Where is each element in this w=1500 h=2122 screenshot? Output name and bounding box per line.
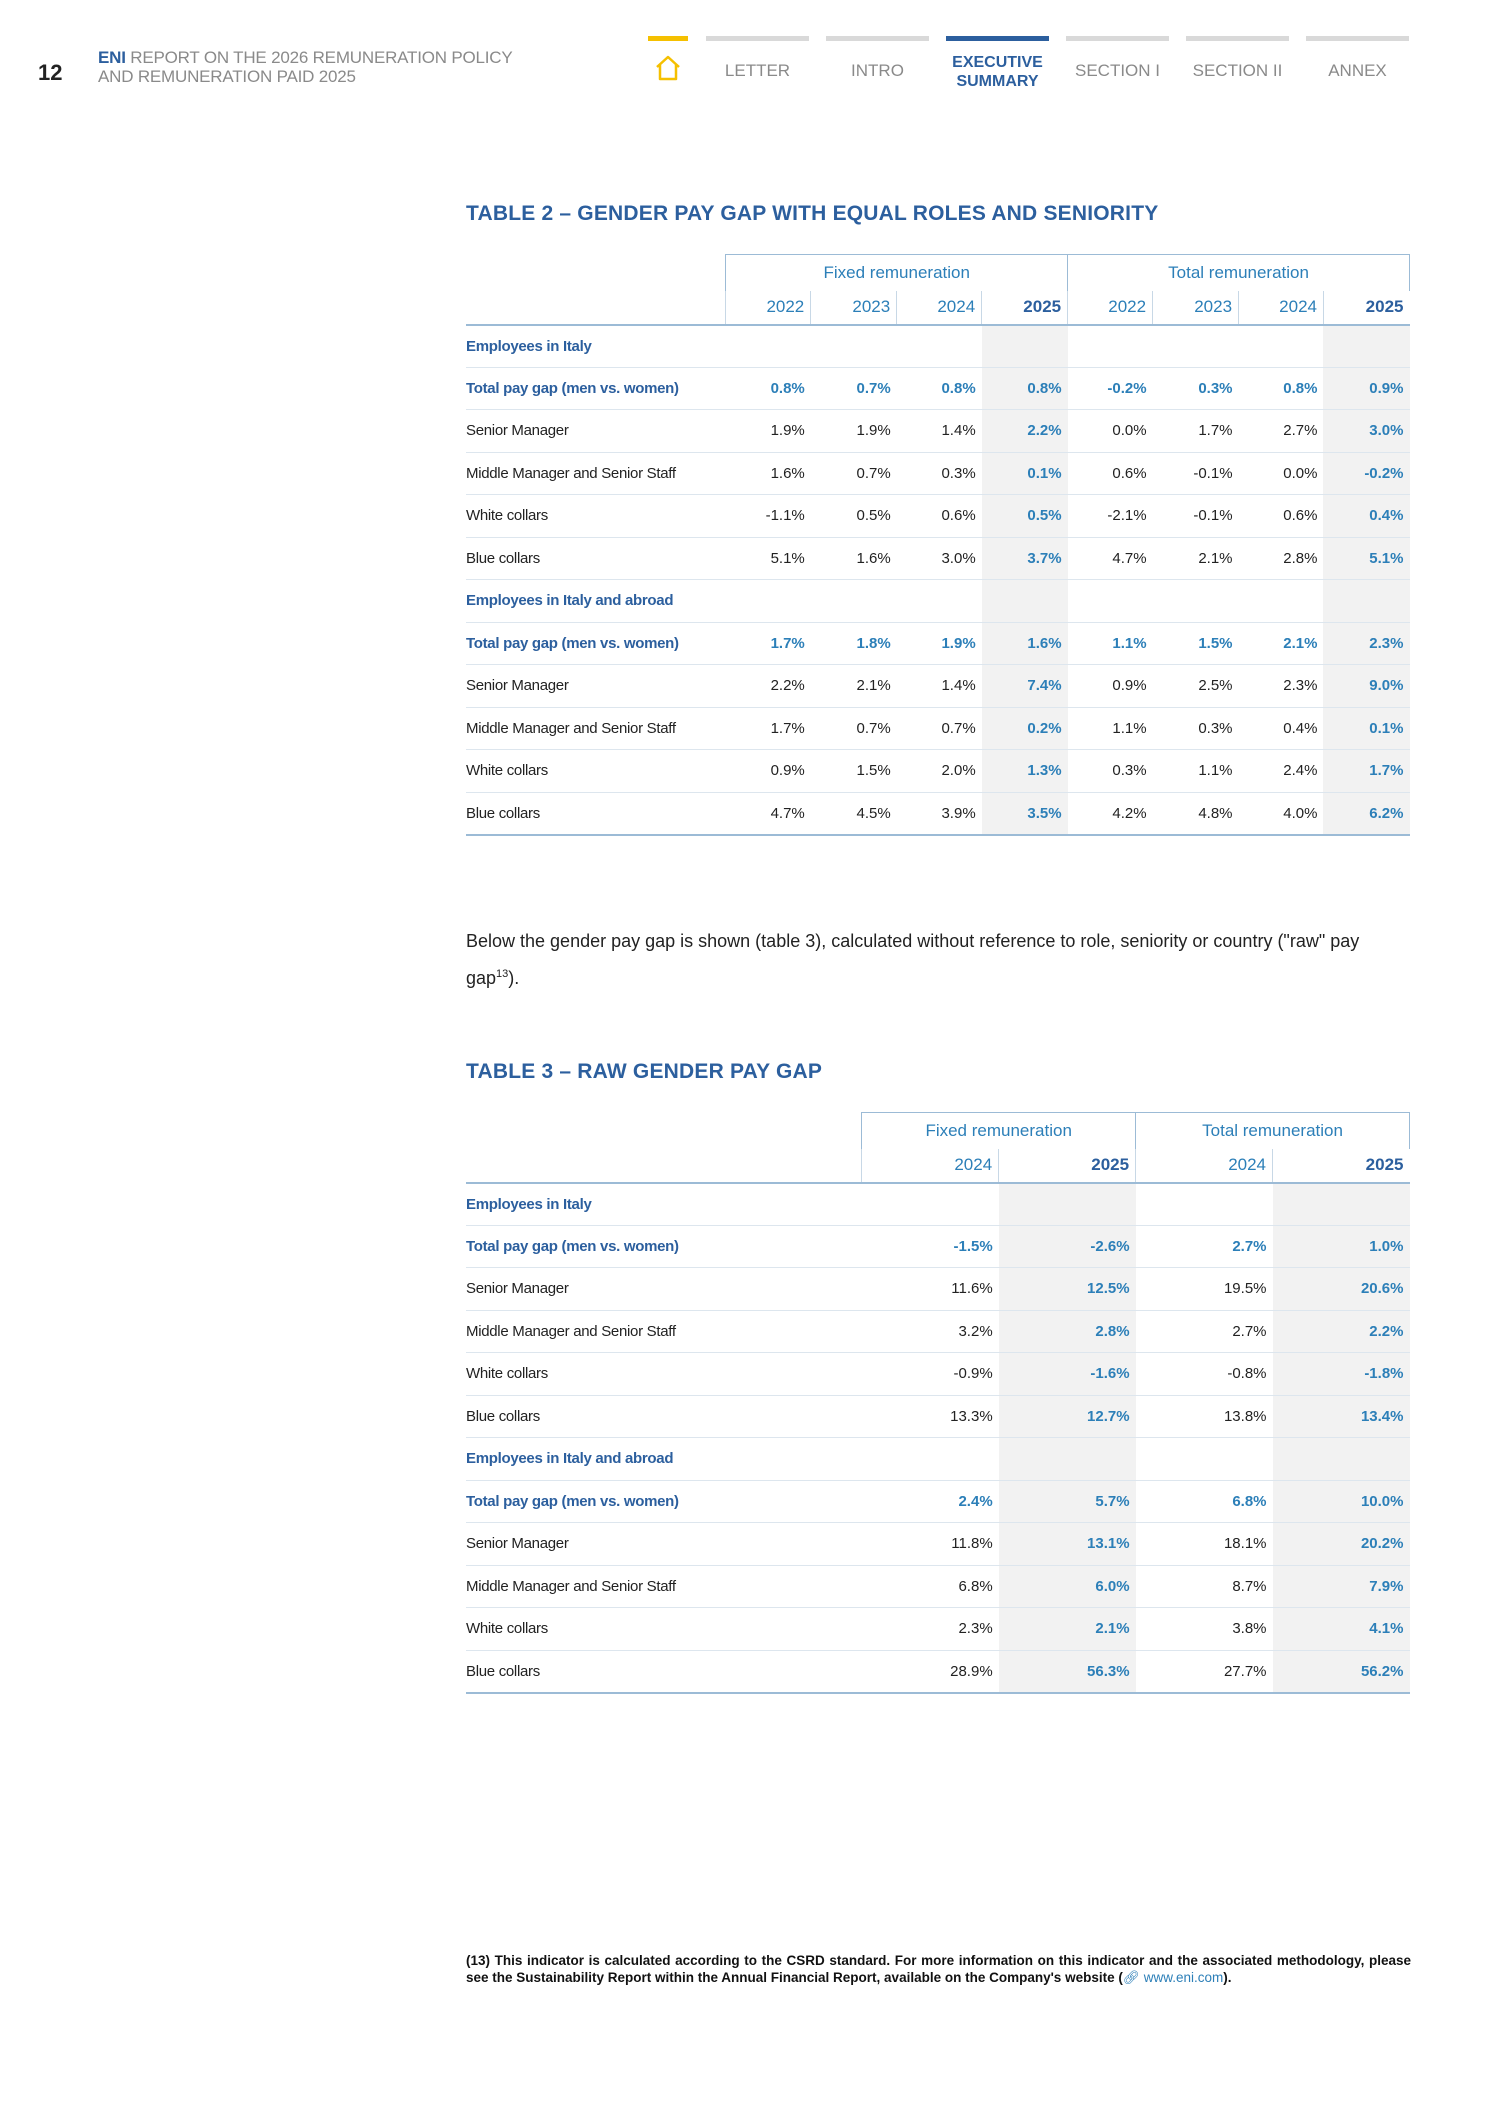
table2-cell: 2.8%	[1239, 537, 1324, 580]
table2-cell: 1.9%	[726, 410, 811, 453]
report-title-line1: REPORT ON THE 2026 REMUNERATION POLICY	[130, 48, 513, 67]
table2-section-spacer	[897, 325, 982, 368]
report-title-line2: AND REMUNERATION PAID 2025	[98, 67, 356, 86]
table2-section-row	[466, 580, 1410, 623]
table2-cell: -0.2%	[1068, 367, 1153, 410]
table2-row	[466, 707, 1410, 750]
table2-row-label: Blue collars	[466, 537, 726, 580]
body-paragraph-text: Below the gender pay gap is shown (table 3), calculated without reference to role, seniority or country ("raw" pay gap	[466, 931, 1360, 988]
table2-cell: 1.6%	[982, 622, 1068, 665]
table3	[466, 1112, 1410, 1694]
table3-row-label: Senior Manager	[466, 1523, 862, 1566]
table3-section-spacer	[1273, 1183, 1410, 1226]
table2-cell: 0.9%	[1323, 367, 1409, 410]
table3-section-spacer	[1273, 1438, 1410, 1481]
nav-intro[interactable]	[826, 36, 929, 80]
table2-cell: 1.4%	[897, 410, 982, 453]
table3-cell: -0.9%	[862, 1353, 999, 1396]
table2-row	[466, 665, 1410, 708]
table2-cell: 3.7%	[982, 537, 1068, 580]
table3-cell: 1.0%	[1273, 1225, 1410, 1268]
table3-section-spacer	[862, 1183, 999, 1226]
table3-row	[466, 1523, 1410, 1566]
table2-cell: 0.5%	[982, 495, 1068, 538]
table2-cell: 0.6%	[897, 495, 982, 538]
nav-annex[interactable]	[1306, 36, 1409, 80]
table2-cell: 3.0%	[897, 537, 982, 580]
nav-letter-label: LETTER	[724, 61, 791, 80]
table2-cell: 1.9%	[811, 410, 897, 453]
table3-cell: -1.5%	[862, 1225, 999, 1268]
table2-cell: 1.1%	[1153, 750, 1239, 793]
table3-cell: 19.5%	[1136, 1268, 1273, 1311]
table2-cell: 0.7%	[897, 707, 982, 750]
table2-cell: 5.1%	[726, 537, 811, 580]
table2-cell: 4.8%	[1153, 792, 1239, 835]
table2-cell: 2.7%	[1239, 410, 1324, 453]
table3-title: TABLE 3 – RAW GENDER PAY GAP	[466, 1060, 823, 1083]
table3-year-header: 2025	[999, 1149, 1136, 1183]
table2-cell: 0.4%	[1239, 707, 1324, 750]
table3-row	[466, 1310, 1410, 1353]
table2-cell: -0.1%	[1153, 452, 1239, 495]
table2-cell: 4.7%	[726, 792, 811, 835]
table3-section-spacer	[1136, 1183, 1273, 1226]
table2-row-label: White collars	[466, 750, 726, 793]
table3-cell: 56.3%	[999, 1650, 1136, 1693]
table3-cell: 8.7%	[1136, 1565, 1273, 1608]
table2-cell: 1.8%	[811, 622, 897, 665]
table2-cell: 0.6%	[1068, 452, 1153, 495]
nav-section-2[interactable]	[1186, 36, 1289, 80]
table2-cell: 0.2%	[982, 707, 1068, 750]
table3-cell: -1.6%	[999, 1353, 1136, 1396]
table2-cell: 0.3%	[1153, 707, 1239, 750]
page-number: 12	[38, 60, 63, 85]
table2-cell: 2.0%	[897, 750, 982, 793]
table2-cell: 2.2%	[982, 410, 1068, 453]
table2-section-row	[466, 325, 1410, 368]
table3-cell: 56.2%	[1273, 1650, 1410, 1693]
table2-row-label: Total pay gap (men vs. women)	[466, 367, 726, 410]
table2-year-header: 2024	[1239, 291, 1324, 325]
table2	[466, 254, 1410, 836]
table3-row	[466, 1395, 1410, 1438]
footnote-text: (13) This indicator is calculated according to the CSRD standard. For more information on this indicator and the associated methodology, please see the Sustainability Report within the Annual Financial Report, available on the Company's website (	[466, 1953, 1411, 1985]
table2-row	[466, 792, 1410, 835]
table2-row	[466, 495, 1410, 538]
table2-cell: 4.2%	[1068, 792, 1153, 835]
nav-home[interactable]	[648, 36, 688, 83]
table2-row-label: Senior Manager	[466, 665, 726, 708]
nav-executive-summary[interactable]	[946, 36, 1049, 91]
table2-cell: 0.7%	[811, 452, 897, 495]
table2-cell: 0.8%	[897, 367, 982, 410]
website-link[interactable]: 🔗︎ www.eni.com	[1122, 1970, 1224, 1985]
table3-cell: 2.4%	[862, 1480, 999, 1523]
nav-section-1-label: SECTION I	[1074, 61, 1160, 80]
table2-row	[466, 410, 1410, 453]
table3-cell: 11.8%	[862, 1523, 999, 1566]
table2-cell: 1.1%	[1068, 622, 1153, 665]
table3-row-label: Blue collars	[466, 1650, 862, 1693]
nav-annex-label: ANNEX	[1328, 61, 1387, 80]
table2-section-title: Employees in Italy	[466, 325, 726, 368]
table2-row	[466, 750, 1410, 793]
table3-cell: 6.8%	[1136, 1480, 1273, 1523]
table2-year-header: 2025	[1323, 291, 1409, 325]
table2-section-spacer	[1323, 580, 1409, 623]
table3-row	[466, 1608, 1410, 1651]
table2-cell: 0.1%	[1323, 707, 1409, 750]
table3-year-header: 2025	[1273, 1149, 1410, 1183]
table2-cell: 5.1%	[1323, 537, 1409, 580]
table2-cell: 0.3%	[1068, 750, 1153, 793]
table3-section-spacer	[1136, 1438, 1273, 1481]
table2-section-spacer	[1068, 325, 1153, 368]
table2-cell: 1.3%	[982, 750, 1068, 793]
table3-row-label: Total pay gap (men vs. women)	[466, 1225, 862, 1268]
table3-cell: 3.8%	[1136, 1608, 1273, 1651]
table2-cell: 0.3%	[897, 452, 982, 495]
table2-cell: 9.0%	[1323, 665, 1409, 708]
table2-section-spacer	[1239, 325, 1324, 368]
table2-section-spacer	[982, 580, 1068, 623]
table3-cell: 13.8%	[1136, 1395, 1273, 1438]
table2-cell: 2.1%	[811, 665, 897, 708]
table3-cell: 12.5%	[999, 1268, 1136, 1311]
table3-cell: 2.8%	[999, 1310, 1136, 1353]
table3-cell: 2.2%	[1273, 1310, 1410, 1353]
table2-section-spacer	[1323, 325, 1409, 368]
table3-row	[466, 1225, 1410, 1268]
footnote-ref[interactable]: 13	[496, 968, 509, 980]
table2-cell: 1.7%	[726, 707, 811, 750]
table2-row	[466, 622, 1410, 665]
table3-section-row	[466, 1438, 1410, 1481]
table2-year-header: 2023	[1153, 291, 1239, 325]
table3-row-label: Senior Manager	[466, 1268, 862, 1311]
table3-row-label: Middle Manager and Senior Staff	[466, 1310, 862, 1353]
table2-cell: 4.5%	[811, 792, 897, 835]
table2-cell: 0.9%	[1068, 665, 1153, 708]
footnote-end: ).	[1223, 1970, 1232, 1985]
table2-cell: 2.1%	[1153, 537, 1239, 580]
table2-cell: 3.9%	[897, 792, 982, 835]
table2-cell: 0.9%	[726, 750, 811, 793]
table2-year-header: 2022	[1068, 291, 1153, 325]
table3-cell: -1.8%	[1273, 1353, 1410, 1396]
table2-cell: 2.4%	[1239, 750, 1324, 793]
table2-cell: 0.3%	[1153, 367, 1239, 410]
section-nav	[648, 36, 1408, 96]
table3-cell: 10.0%	[1273, 1480, 1410, 1523]
table3-cell: 13.3%	[862, 1395, 999, 1438]
table2-section-spacer	[1153, 580, 1239, 623]
table2-cell: 0.7%	[811, 707, 897, 750]
table2-row	[466, 452, 1410, 495]
table2-year-header: 2025	[982, 291, 1068, 325]
table2-row-label: White collars	[466, 495, 726, 538]
table2-cell: -0.1%	[1153, 495, 1239, 538]
table2-cell: 4.0%	[1239, 792, 1324, 835]
table3-group-total: Total remuneration	[1136, 1113, 1410, 1149]
table2-cell: 2.3%	[1239, 665, 1324, 708]
table2-cell: 0.0%	[1068, 410, 1153, 453]
table3-cell: 20.2%	[1273, 1523, 1410, 1566]
table3-section-row	[466, 1183, 1410, 1226]
table2-cell: 1.9%	[897, 622, 982, 665]
home-icon	[653, 53, 683, 83]
table3-cell: 12.7%	[999, 1395, 1136, 1438]
table2-cell: 1.6%	[726, 452, 811, 495]
table3-cell: 20.6%	[1273, 1268, 1410, 1311]
table2-cell: 1.5%	[1153, 622, 1239, 665]
table2-cell: 0.7%	[811, 367, 897, 410]
table2-cell: 0.1%	[982, 452, 1068, 495]
table2-cell: 2.5%	[1153, 665, 1239, 708]
table2-cell: 6.2%	[1323, 792, 1409, 835]
table2-row-label: Middle Manager and Senior Staff	[466, 707, 726, 750]
table2-cell: 0.6%	[1239, 495, 1324, 538]
table3-year-header: 2024	[1136, 1149, 1273, 1183]
table2-cell: 0.0%	[1239, 452, 1324, 495]
table3-cell: 2.3%	[862, 1608, 999, 1651]
table3-cell: 6.8%	[862, 1565, 999, 1608]
nav-exec-label-2: SUMMARY	[956, 73, 1039, 90]
table2-cell: -2.1%	[1068, 495, 1153, 538]
table2-section-spacer	[982, 325, 1068, 368]
table3-cell: 13.1%	[999, 1523, 1136, 1566]
table3-cell: 6.0%	[999, 1565, 1136, 1608]
table2-row-label: Middle Manager and Senior Staff	[466, 452, 726, 495]
body-paragraph-end: ).	[508, 968, 520, 988]
table2-cell: -1.1%	[726, 495, 811, 538]
table3-row-label: Blue collars	[466, 1395, 862, 1438]
table2-year-header: 2023	[811, 291, 897, 325]
table2-section-spacer	[811, 325, 897, 368]
table2-cell: 0.4%	[1323, 495, 1409, 538]
table2-cell: 2.2%	[726, 665, 811, 708]
table2-row-label: Senior Manager	[466, 410, 726, 453]
table3-cell: 4.1%	[1273, 1608, 1410, 1651]
table3-row-label: Middle Manager and Senior Staff	[466, 1565, 862, 1608]
table2-cell: 0.8%	[726, 367, 811, 410]
table3-cell: 2.1%	[999, 1608, 1136, 1651]
table2-title: TABLE 2 – GENDER PAY GAP WITH EQUAL ROLES AND SENIORITY	[466, 202, 1159, 225]
table3-cell: -2.6%	[999, 1225, 1136, 1268]
table2-row-label: Total pay gap (men vs. women)	[466, 622, 726, 665]
table2-row-label: Blue collars	[466, 792, 726, 835]
table3-section-spacer	[999, 1438, 1136, 1481]
table3-row	[466, 1650, 1410, 1693]
table3-row	[466, 1353, 1410, 1396]
website-link-text[interactable]: www.eni.com	[1143, 1970, 1224, 1985]
table3-row-label: Total pay gap (men vs. women)	[466, 1480, 862, 1523]
table3-cell: 18.1%	[1136, 1523, 1273, 1566]
table3-cell: 7.9%	[1273, 1565, 1410, 1608]
table2-cell: -0.2%	[1323, 452, 1409, 495]
table2-year-header: 2024	[897, 291, 982, 325]
table3-cell: 3.2%	[862, 1310, 999, 1353]
table2-cell: 0.8%	[1239, 367, 1324, 410]
table3-cell: 11.6%	[862, 1268, 999, 1311]
table2-section-spacer	[1068, 580, 1153, 623]
table2-cell: 1.7%	[1323, 750, 1409, 793]
table2-section-spacer	[811, 580, 897, 623]
table2-cell: 0.5%	[811, 495, 897, 538]
table2-section-title: Employees in Italy and abroad	[466, 580, 726, 623]
brand-name: ENI	[98, 48, 126, 67]
table2-section-spacer	[1153, 325, 1239, 368]
table2-year-header: 2022	[726, 291, 811, 325]
table2-cell: 2.3%	[1323, 622, 1409, 665]
table2-cell: 1.5%	[811, 750, 897, 793]
table2-group-fixed: Fixed remuneration	[726, 255, 1068, 291]
table2-cell: 1.7%	[1153, 410, 1239, 453]
nav-section-1[interactable]	[1066, 36, 1169, 80]
table2-cell: 1.4%	[897, 665, 982, 708]
table2-section-spacer	[1239, 580, 1324, 623]
report-title	[98, 48, 513, 86]
table3-cell: -0.8%	[1136, 1353, 1273, 1396]
table3-section-title: Employees in Italy and abroad	[466, 1438, 862, 1481]
nav-intro-label: INTRO	[851, 61, 904, 80]
nav-section-2-label: SECTION II	[1192, 61, 1283, 80]
body-paragraph	[466, 925, 1411, 995]
table2-cell: 7.4%	[982, 665, 1068, 708]
table2-group-total: Total remuneration	[1068, 255, 1410, 291]
nav-exec-label-1: EXECUTIVE	[952, 54, 1043, 71]
table3-section-title: Employees in Italy	[466, 1183, 862, 1226]
table2-row	[466, 367, 1410, 410]
table3-row	[466, 1480, 1410, 1523]
table2-cell: 3.0%	[1323, 410, 1409, 453]
table3-section-spacer	[862, 1438, 999, 1481]
table3-cell: 28.9%	[862, 1650, 999, 1693]
table2-row	[466, 537, 1410, 580]
table2-section-spacer	[726, 580, 811, 623]
footnote	[466, 1952, 1411, 1986]
table2-cell: 4.7%	[1068, 537, 1153, 580]
nav-letter[interactable]	[706, 36, 809, 80]
table3-cell: 27.7%	[1136, 1650, 1273, 1693]
table2-cell: 1.7%	[726, 622, 811, 665]
table2-cell: 1.6%	[811, 537, 897, 580]
table2-cell: 0.8%	[982, 367, 1068, 410]
table3-row-label: White collars	[466, 1608, 862, 1651]
table3-cell: 13.4%	[1273, 1395, 1410, 1438]
table3-row	[466, 1268, 1410, 1311]
table2-cell: 2.1%	[1239, 622, 1324, 665]
table2-section-spacer	[897, 580, 982, 623]
table3-cell: 2.7%	[1136, 1310, 1273, 1353]
table2-cell: 1.1%	[1068, 707, 1153, 750]
table3-cell: 5.7%	[999, 1480, 1136, 1523]
table3-group-fixed: Fixed remuneration	[862, 1113, 1136, 1149]
table3-section-spacer	[999, 1183, 1136, 1226]
table3-year-header: 2024	[862, 1149, 999, 1183]
table2-cell: 3.5%	[982, 792, 1068, 835]
table3-cell: 2.7%	[1136, 1225, 1273, 1268]
table3-row	[466, 1565, 1410, 1608]
table3-row-label: White collars	[466, 1353, 862, 1396]
table2-section-spacer	[726, 325, 811, 368]
